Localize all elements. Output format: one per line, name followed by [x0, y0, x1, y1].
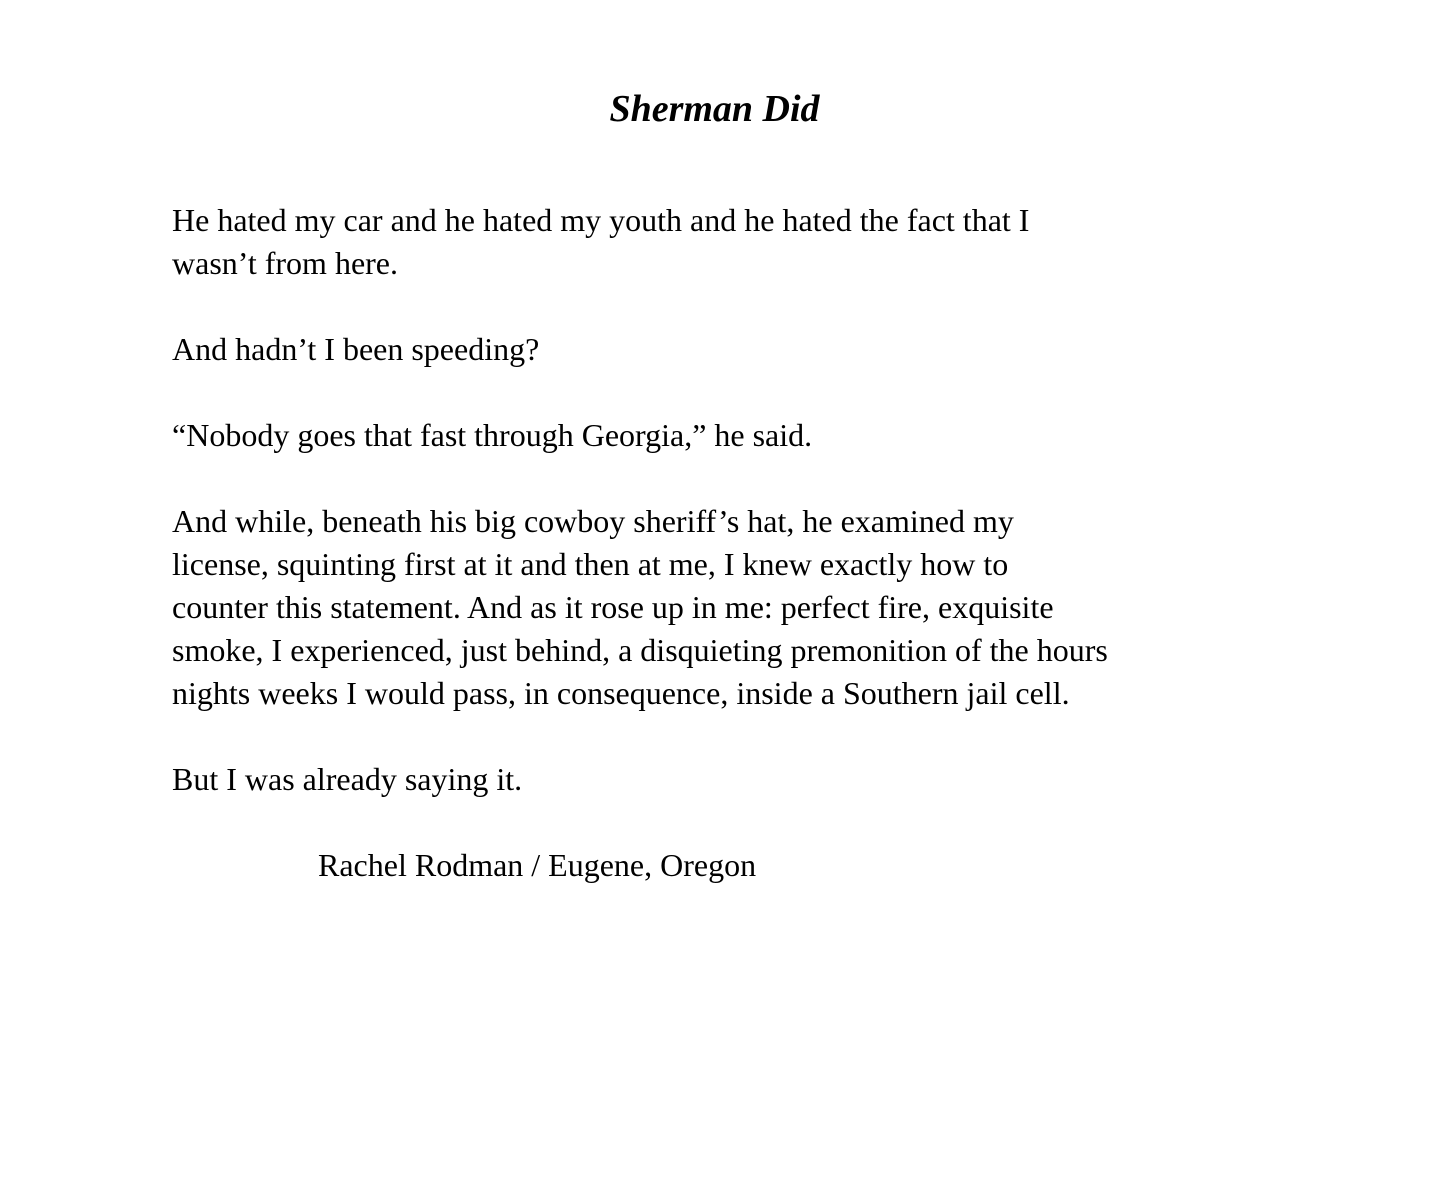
paragraph	[172, 500, 1292, 715]
story-title: Sherman Did	[609, 88, 820, 130]
paragraph-line: And while, beneath his big cowboy sheriff’s hat, he examined my	[172, 503, 1014, 539]
paragraph-line: He hated my car and he hated my youth and he hated the fact that I	[172, 202, 1030, 238]
paragraph	[172, 328, 1292, 371]
paragraph-line: But I was already saying it.	[172, 761, 523, 797]
paragraph-line: nights weeks I would pass, in consequence, inside a Southern jail cell.	[172, 675, 1070, 711]
paragraph-line: counter this statement. And as it rose up in me: perfect fire, exquisite	[172, 589, 1054, 625]
paragraph-line: wasn’t from here.	[172, 245, 398, 281]
author-byline: Rachel Rodman / Eugene, Oregon	[318, 847, 757, 883]
paragraph-line: license, squinting first at it and then at me, I knew exactly how to	[172, 546, 1009, 582]
paragraph	[172, 758, 1292, 801]
paragraph-line: “Nobody goes that fast through Georgia,” he said.	[172, 417, 813, 453]
paragraph-line: And hadn’t I been speeding?	[172, 331, 540, 367]
paragraph-line: smoke, I experienced, just behind, a disquieting premonition of the hours	[172, 632, 1108, 668]
story-body	[172, 199, 1292, 887]
paragraph	[172, 414, 1292, 457]
paragraph	[172, 199, 1292, 285]
